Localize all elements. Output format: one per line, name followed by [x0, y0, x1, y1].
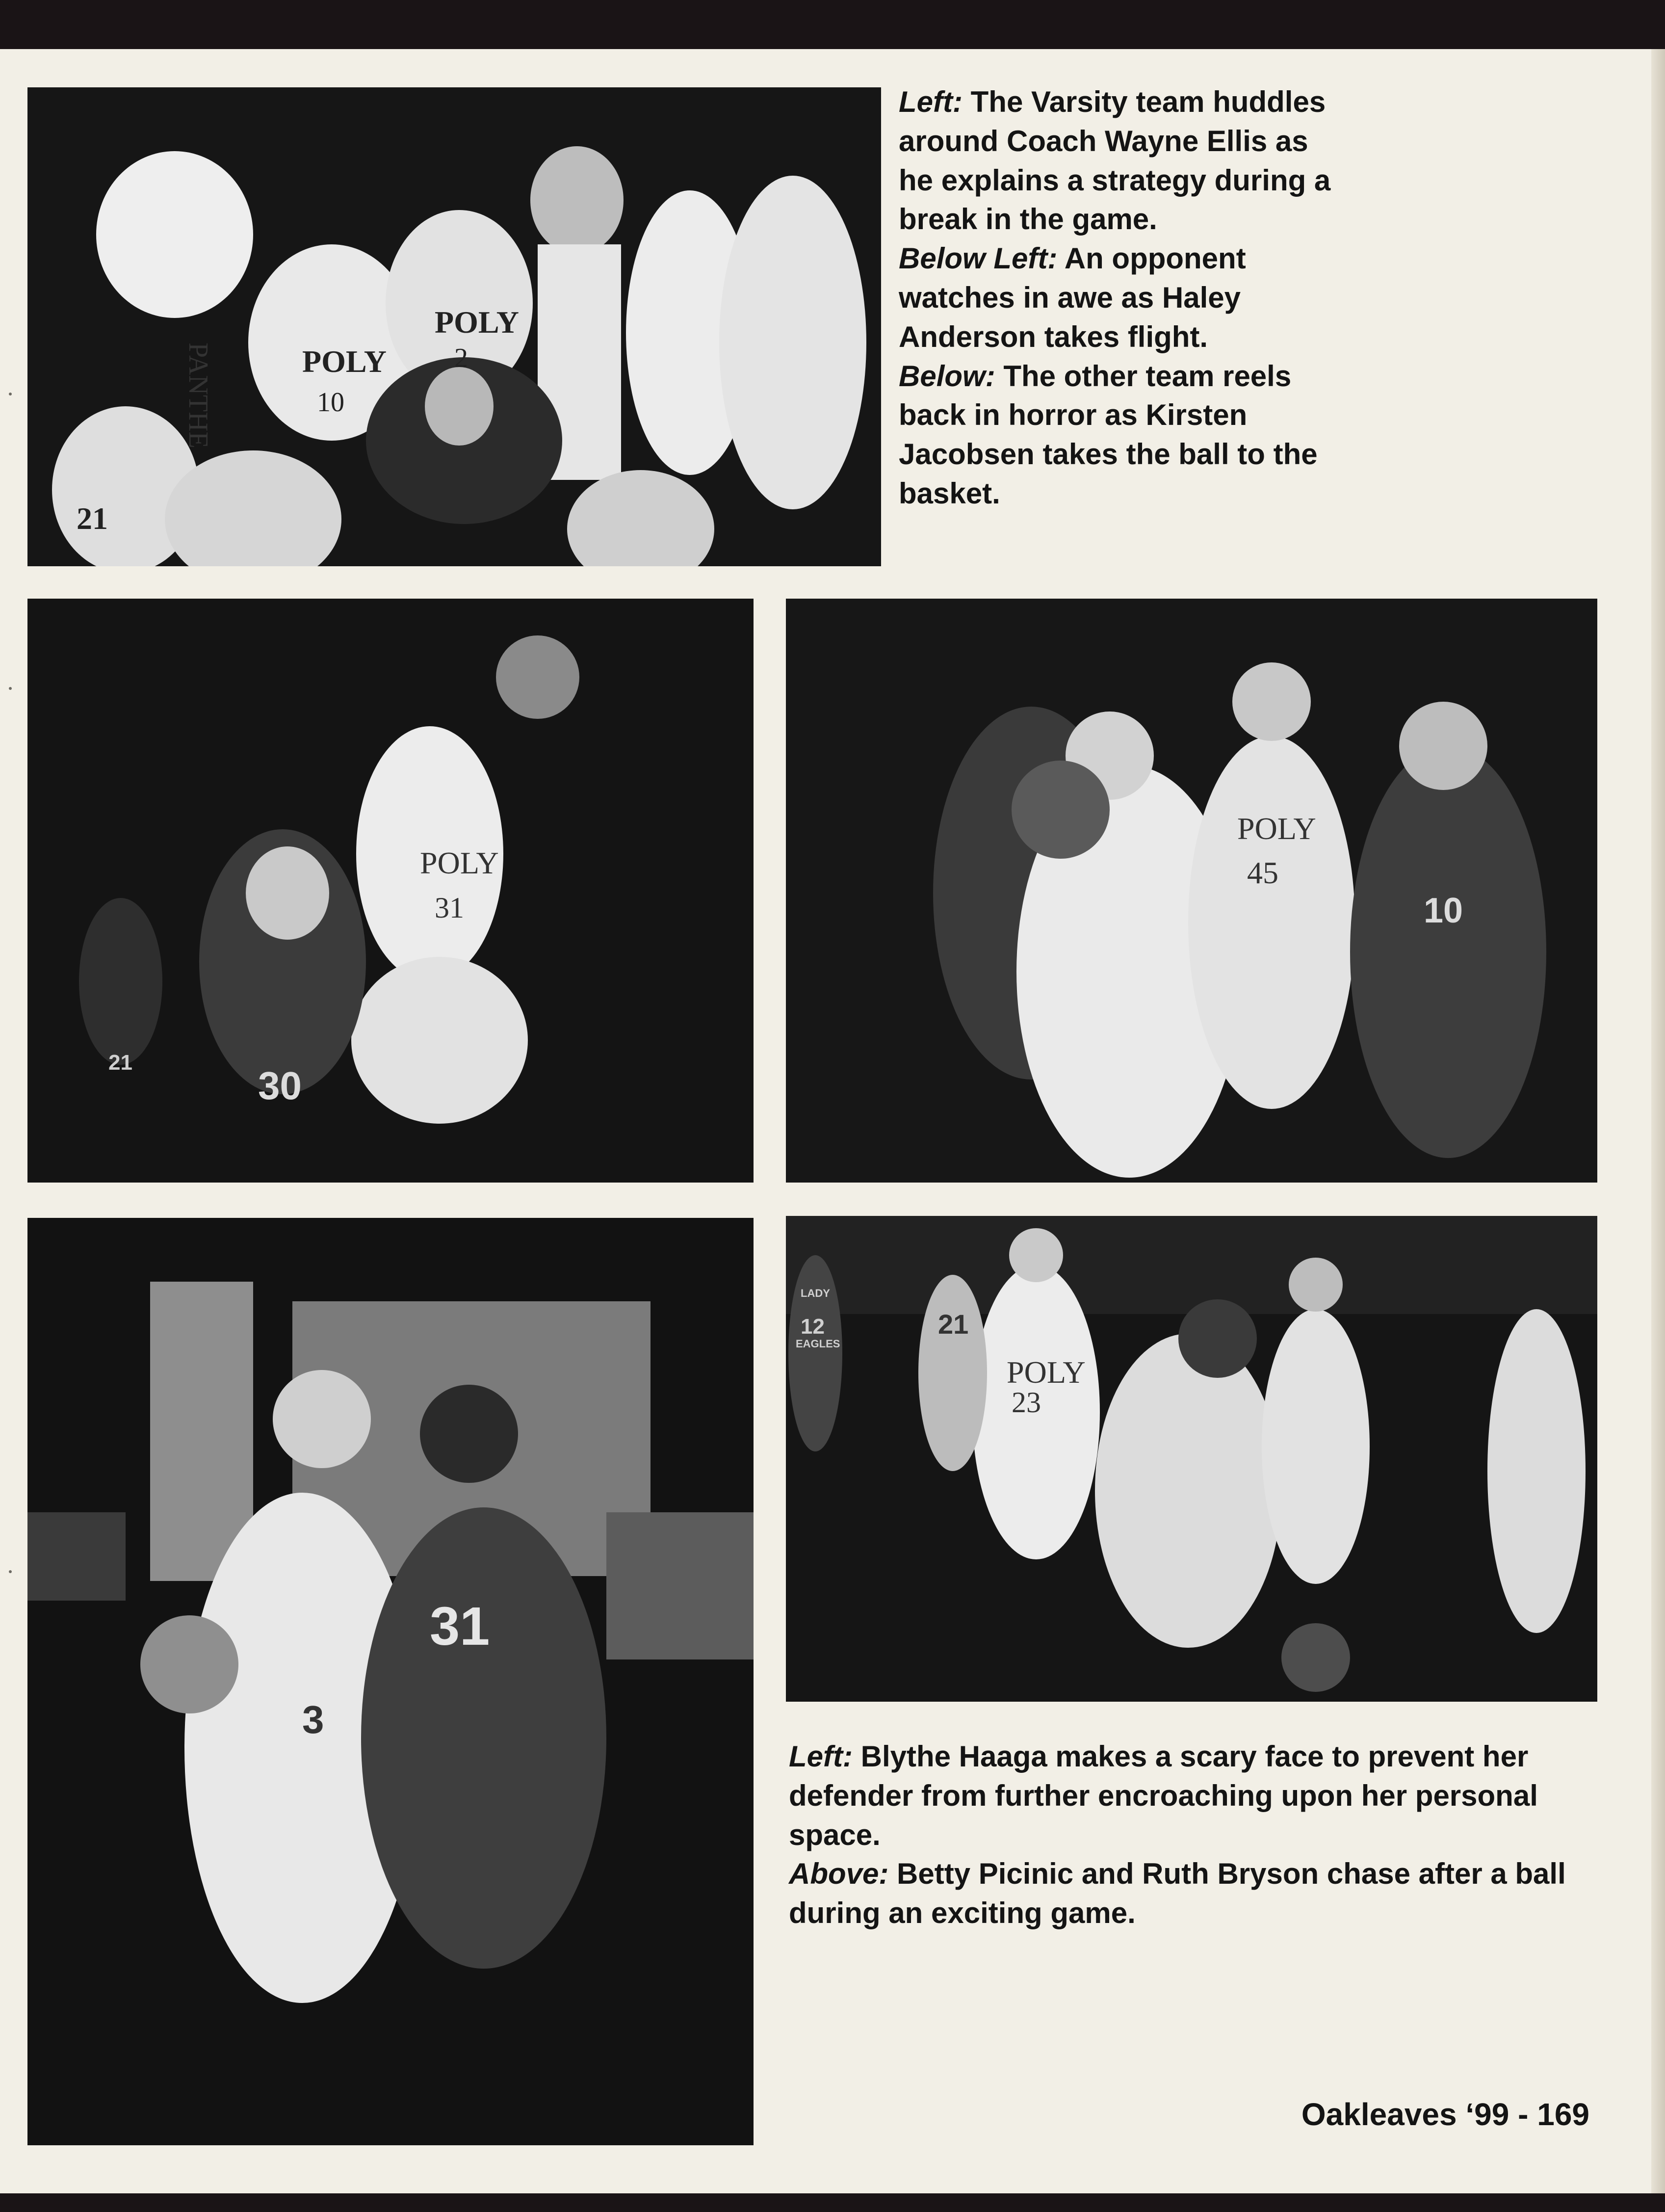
caption-text: The other team reels back in horror as Kirsten Jacobsen takes the ball to the basket. — [899, 359, 1318, 510]
caption-label: Above: — [789, 1857, 889, 1891]
jersey-mark: 10 — [1424, 891, 1463, 930]
caption-line — [899, 82, 1340, 239]
jersey-mark: 21 — [77, 501, 108, 536]
jersey-mark: 12 — [801, 1315, 825, 1339]
caption-text: Betty Picinic and Ruth Bryson chase after a ball during an exciting game. — [789, 1857, 1566, 1930]
page-spine-shadow — [1651, 49, 1665, 2193]
huddle-scene — [27, 87, 881, 566]
photo-guarding — [786, 599, 1597, 1183]
jersey-mark: POLY — [302, 344, 387, 379]
jersey-mark: POLY — [420, 845, 499, 880]
caption-line — [899, 357, 1340, 513]
yearbook-page — [0, 49, 1665, 2193]
jersey-mark: 3 — [302, 1698, 324, 1741]
binding-hole-mark — [9, 687, 12, 690]
caption-label: Below Left: — [899, 242, 1058, 275]
caption-label: Left: — [789, 1740, 853, 1773]
jersey-mark: POLY — [1237, 811, 1316, 846]
caption-line — [899, 239, 1340, 356]
jersey-mark: 45 — [1247, 855, 1278, 890]
photo-drive — [27, 1218, 754, 2145]
jersey-mark: PANTHE — [183, 342, 213, 448]
jersey-mark: 31 — [430, 1596, 490, 1657]
jersey-mark: 21 — [938, 1309, 969, 1340]
caption-text: The Varsity team huddles around Coach Wayne Ellis as he explains a strategy during a break in the game. — [899, 85, 1331, 236]
photo-chase — [786, 1216, 1597, 1702]
jersey-mark: POLY — [435, 305, 519, 340]
jersey-mark: 21 — [108, 1051, 132, 1075]
binding-hole-mark — [9, 1570, 12, 1573]
drive-scene — [27, 1218, 754, 2145]
jersey-mark: 23 — [1012, 1386, 1041, 1419]
caption-text: An opponent watches in awe as Haley Anderson takes flight. — [899, 242, 1246, 353]
jersey-mark: 2 — [454, 343, 468, 373]
caption-line — [789, 1854, 1584, 1933]
photo-jump-shot — [27, 599, 754, 1183]
jersey-mark: 10 — [317, 387, 344, 418]
caption-bottom — [789, 1737, 1584, 1933]
jersey-mark: POLY — [1007, 1355, 1086, 1390]
caption-text: Blythe Haaga makes a scary face to prevent her defender from further encroaching upon her personal space. — [789, 1740, 1538, 1851]
caption-label: Below: — [899, 359, 995, 393]
jump-shot-scene — [27, 599, 754, 1183]
jersey-mark: LADY — [801, 1287, 830, 1299]
caption-label: Left: — [899, 85, 963, 118]
photo-team-huddle — [27, 87, 881, 566]
jersey-mark: EAGLES — [796, 1338, 840, 1350]
guarding-scene — [786, 599, 1597, 1183]
jersey-mark: 31 — [435, 892, 464, 924]
caption-top — [899, 82, 1340, 513]
caption-line — [789, 1737, 1584, 1854]
chase-scene — [786, 1216, 1597, 1702]
page-folio: Oakleaves ‘99 - 169 — [1301, 2097, 1589, 2132]
binding-hole-mark — [9, 393, 12, 395]
jersey-mark: 30 — [258, 1064, 302, 1107]
